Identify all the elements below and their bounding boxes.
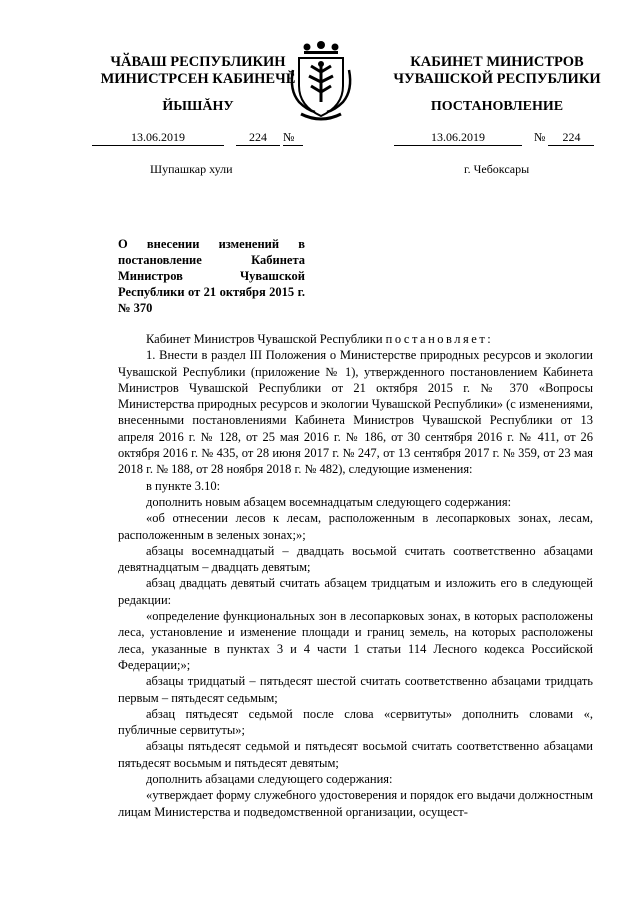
paragraph: абзац пятьдесят седьмой после слова «сервитуты» дополнить словами «, публичные сервитуты»; (118, 706, 593, 738)
intro-paragraph: Кабинет Министров Чувашской Республики постановляет: (146, 332, 494, 346)
number-right: 224 (548, 130, 594, 146)
document-body (118, 331, 593, 820)
city-russian: г. Чебоксары (464, 162, 530, 176)
intro-verb: постановляет: (385, 332, 494, 346)
paragraph: дополнить абзацами следующего содержания: (146, 772, 393, 787)
date-left: 13.06.2019 (92, 130, 224, 146)
paragraph: абзацы тридцатый – пятьдесят шестой считать соответственно абзацами тридцать первым – пятьдесят седьмым; (118, 674, 593, 705)
city-chuvash: Шупашкар хули (150, 162, 233, 176)
org-name-russian: КАБИНЕТ МИНИСТРОВ ЧУВАШСКОЙ РЕСПУБЛИКИ (393, 54, 601, 87)
doctype-chuvash: ЙЫШĂНУ (162, 99, 234, 114)
org-name-chuvash: ЧӐВАШ РЕСПУБЛИКИН МИНИСТРСЕН КАБИНЕЧĔ (100, 54, 296, 87)
number-sign-right: № (534, 130, 546, 144)
number-sign-left: № (283, 130, 303, 146)
document-title: О внесении изменений в постановление Кабинета Министров Чувашской Республики от 21 октября 2015 г. № 370 (118, 237, 305, 315)
date-right: 13.06.2019 (394, 130, 522, 146)
paragraph: «утверждает форму служебного удостоверения и порядок его выдачи должностным лицам Министерства и подведомственной организации, осущест- (118, 788, 593, 819)
date-number-line-left (92, 130, 303, 145)
number-left: 224 (236, 130, 280, 146)
chuvash-coat-of-arms-icon (287, 40, 355, 124)
paragraph: «об отнесении лесов к лесам, расположенным в лесопарковых зонах, лесам, расположенным в зеленых зонах;»; (118, 511, 593, 542)
date-number-line-right (394, 130, 594, 145)
doctype-russian: ПОСТАНОВЛЕНИЕ (430, 99, 564, 114)
paragraph: абзац двадцать девятый считать абзацем тридцатым и изложить его в следующей редакции: (118, 576, 593, 607)
paragraph: «определение функциональных зон в лесопарковых зонах, в которых расположены леса, установление и изменение площади и границ земель, на которых расположены леса, указанные в пунктах 3 и 4 части 1 статьи 114 Лесного кодекса Российской Федерации;»; (118, 609, 593, 672)
paragraph: абзацы восемнадцатый – двадцать восьмой считать соответственно абзацами девятнадцатым – двадцать девятым; (118, 543, 593, 575)
paragraph: дополнить новым абзацем восемнадцатым следующего содержания: (146, 494, 512, 509)
paragraph: абзацы пятьдесят седьмой и пятьдесят восьмой считать соответственно абзацами пятьдесят восьмым и пятьдесят девятым; (118, 739, 593, 770)
paragraph: в пункте 3.10: (146, 478, 221, 493)
paragraph: 1. Внести в раздел III Положения о Министерстве природных ресурсов и экологии Чувашской Республики (приложение № 1), утвержденного постановлением Кабинета Министров Чувашской Республики от 21 октября 2015 г. № 370 «Вопросы Министерства природных ресурсов и экологии Чувашской Республики» (с изменениями, внесенными постановлениями Кабинета Министров Чувашской Республики от 13 апреля 2016 г. № 128, от 25 мая 2016 г. № 186, от 30 сентября 2016 г. № 411, от 26 октября 2016 г. № 435, от 28 июня 2017 г. № 247, от 13 сентября 2017 г. № 359, от 23 мая 2018 г. № 188, от 28 ноября 2018 г. № 482), следующие изменения: (118, 348, 593, 477)
